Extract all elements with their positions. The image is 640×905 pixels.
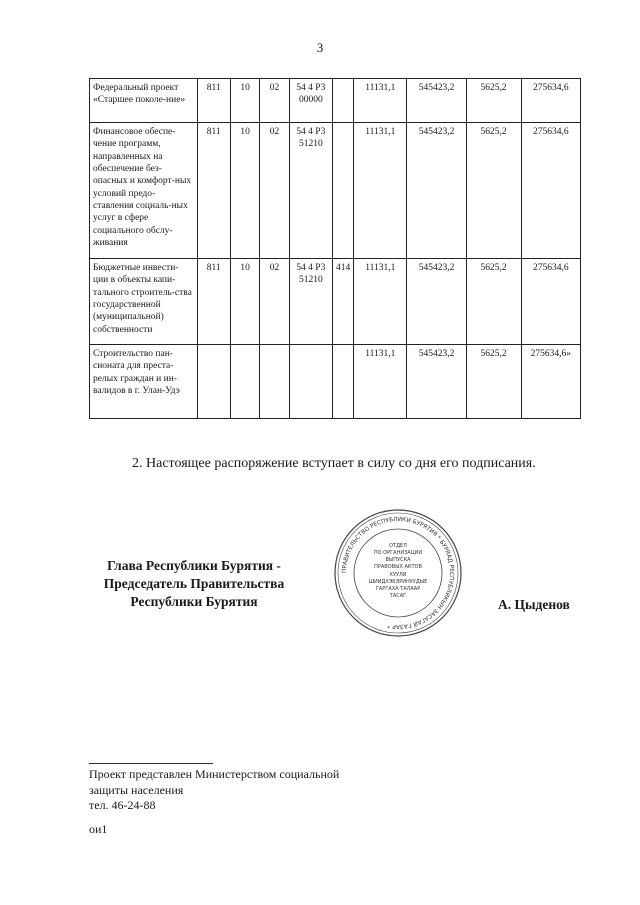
cell-value-2: 545423,2 [407,79,466,123]
cell-value-3: 5625,2 [466,259,521,345]
cell-ministry-code: 811 [197,79,230,123]
signatory-title-line: Глава Республики Бурятия - [107,558,281,573]
cell-section-code: 10 [230,79,259,123]
decree-clause: 2. Настоящее распоряжение вступает в силу со дня его подписания. [132,456,536,471]
row-name: Строительство пан-сионата для преста-релых граждан и ин-валидов в г. Улан-Удэ [90,345,198,419]
cell-value-2: 545423,2 [407,259,466,345]
footnote-line: защиты населения [89,782,184,797]
cell-ministry-code: 811 [197,123,230,259]
cell-target-code: 54 4 P3 51210 [289,123,332,259]
stamp-center-line: ШИИДХЭБЭРИНУУДЫЕ [368,579,428,585]
footnote-divider [89,763,213,764]
signatory-title-line: Председатель Правительства [103,576,285,592]
budget-table [89,78,581,419]
cell-value-1: 11131,1 [354,259,407,345]
stamp-center-line: ТАСАГ [389,593,407,599]
stamp-center-line: ХУУЛИ [389,572,407,578]
row-name: Финансовое обеспе-чение программ, направленных на обеспечение без-опасных и комфорт-ных условий предо-ставления социаль-ных услуг в сфере социального обслу-живания [90,123,198,259]
cell-expense-type [333,123,354,259]
page-number: 3 [316,40,324,55]
cell-subsection-code: 02 [260,79,289,123]
cell-section-code: 10 [230,123,259,259]
cell-value-4: 275634,6 [521,123,580,259]
table-row [90,259,581,345]
cell-value-2: 545423,2 [407,123,466,259]
cell-value-3: 5625,2 [466,345,521,419]
cell-value-3: 5625,2 [466,79,521,123]
stamp-center-line: ГАРГАХА ТАЛААР [375,586,421,592]
row-name: Бюджетные инвести-ции в объекты капи-тального строитель-ства государственной (муниципальной) собственности [90,259,198,345]
cell-expense-type: 414 [333,259,354,345]
cell-value-4: 275634,6 [521,79,580,123]
cell-value-1: 11131,1 [354,79,407,123]
cell-expense-type [333,345,354,419]
row-name: Федеральный проект «Старшее поколе-ние» [90,79,198,123]
stamp-center-line: ПРАВОВЫХ АКТОВ [374,564,422,570]
cell-value-1: 11131,1 [354,123,407,259]
cell-target-code: 54 4 P3 51210 [289,259,332,345]
signatory-title-line: Республики Бурятия [130,594,258,610]
footnote-line: тел. 46-24-88 [89,798,156,813]
cell-ministry-code [197,345,230,419]
stamp-center-line: ВЫПУСКА [385,557,411,563]
cell-subsection-code [260,345,289,419]
cell-target-code [289,345,332,419]
cell-value-3: 5625,2 [466,123,521,259]
signatory-title [88,557,300,612]
table-row [90,123,581,259]
footnote [89,767,339,814]
cell-section-code: 10 [230,259,259,345]
cell-expense-type [333,79,354,123]
cell-subsection-code: 02 [260,259,289,345]
official-stamp [332,507,464,639]
cell-ministry-code: 811 [197,259,230,345]
cell-section-code [230,345,259,419]
stamp-center-line: ОТДЕЛ [389,543,407,549]
stamp-center-line: ПО ОРГАНИЗАЦИИ [373,550,423,556]
cell-subsection-code: 02 [260,123,289,259]
document-code: ои1 [89,822,108,836]
footnote-line: Проект представлен Министерством социальной [89,767,340,781]
signatory-name: А. Цыденов [498,597,570,612]
cell-value-4: 275634,6» [521,345,580,419]
cell-value-2: 545423,2 [407,345,466,419]
cell-target-code: 54 4 P3 00000 [289,79,332,123]
table-row [90,345,581,419]
stamp-ring-text: ПРАВИТЕЛЬСТВО РЕСПУБЛИКИ БУРЯТИЯ * БУРЯАД РЕСПУБЛИКЫН ЗАСАГАЙ ГАЗАР * [341,516,455,630]
cell-value-1: 11131,1 [354,345,407,419]
table-row [90,79,581,123]
cell-value-4: 275634,6 [521,259,580,345]
